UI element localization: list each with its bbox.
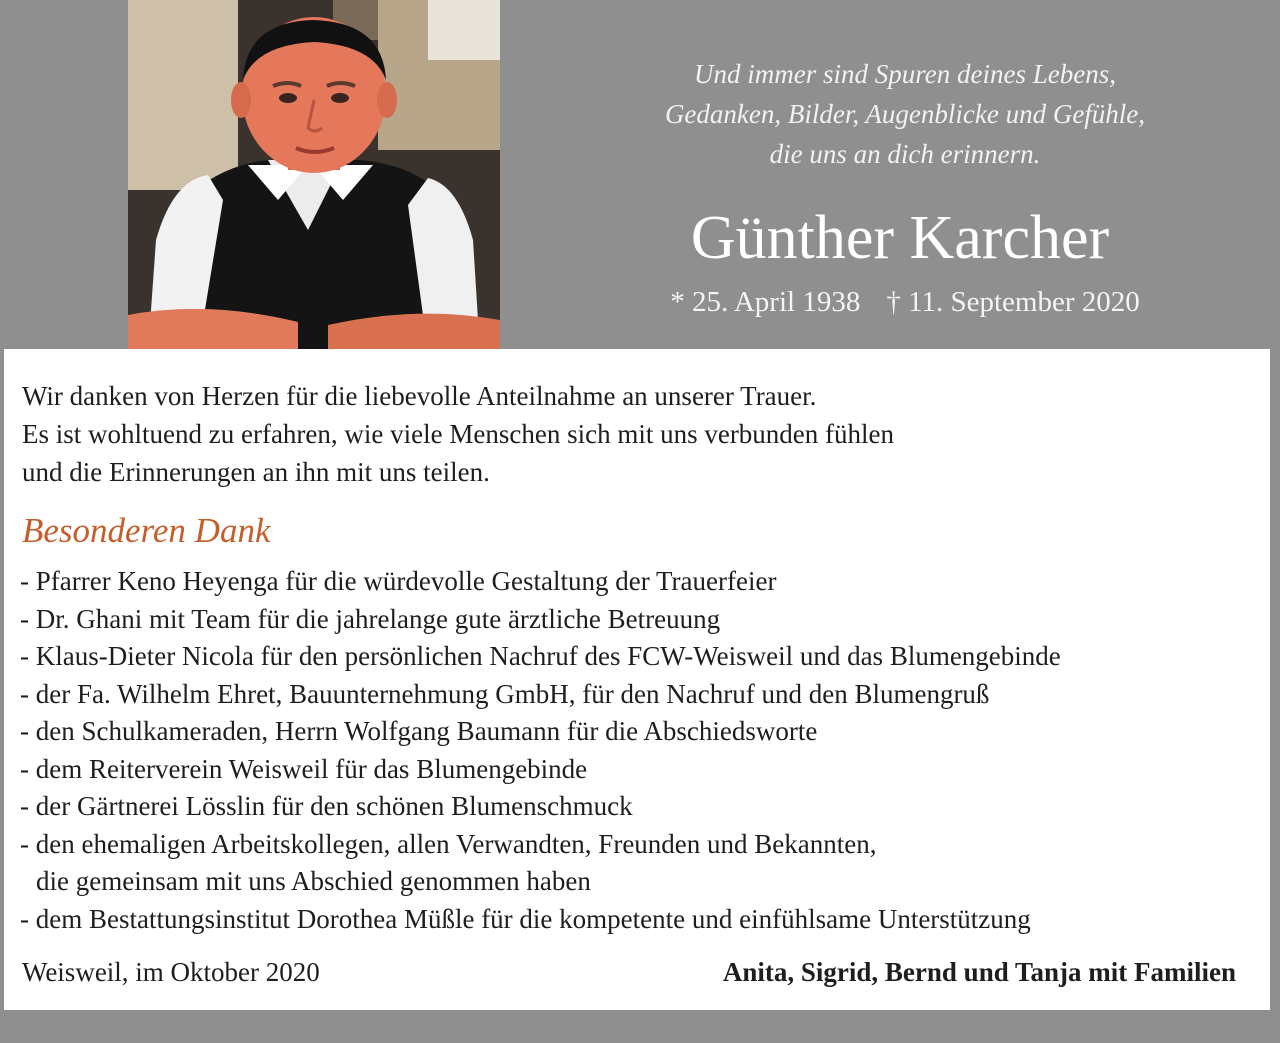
special-thanks-heading: Besonderen Dank <box>22 511 271 550</box>
intro-line: Wir danken von Herzen für die liebevolle Anteilnahme an unserer Trauer. <box>22 381 817 411</box>
list-item: - dem Bestattungsinstitut Dorothea Müßle für die kompetente und einfühlsame Unterstützung <box>20 903 1031 934</box>
quote-line: Und immer sind Spuren deines Lebens, <box>694 59 1116 89</box>
list-item: - Pfarrer Keno Heyenga für die würdevolle Gestaltung der Trauerfeier <box>20 566 777 596</box>
list-item: - der Gärtnerei Lösslin für den schönen Blumenschmuck <box>20 791 633 821</box>
portrait-illustration <box>128 0 500 352</box>
quote-line: die uns an dich erinnern. <box>769 139 1041 169</box>
intro-text <box>22 377 894 491</box>
list-item-continuation: die gemeinsam mit uns Abschied genommen haben <box>36 866 591 896</box>
thanks-panel <box>4 349 1270 1010</box>
quote-line: Gedanken, Bilder, Augenblicke und Gefühle, <box>664 99 1146 129</box>
family-signature: Anita, Sigrid, Bernd und Tanja mit Familien <box>722 957 1236 987</box>
thanks-list <box>20 563 1061 938</box>
birth-date: * 25. April 1938 <box>670 286 861 318</box>
memorial-quote <box>530 54 1280 174</box>
list-item: - den Schulkameraden, Herrn Wolfgang Baumann für die Abschiedsworte <box>20 716 818 746</box>
list-item: - dem Reiterverein Weisweil für das Blumengebinde <box>20 753 588 784</box>
intro-line: und die Erinnerungen an ihn mit uns teilen. <box>22 457 490 487</box>
place-and-date: Weisweil, im Oktober 2020 <box>22 957 320 987</box>
life-dates <box>530 282 1280 322</box>
death-date: † 11. September 2020 <box>886 286 1140 318</box>
list-item: - der Fa. Wilhelm Ehret, Bauunternehmung GmbH, für den Nachruf und den Blumengruß <box>20 678 990 709</box>
list-item: - den ehemaligen Arbeitskollegen, allen Verwandten, Freunden und Bekannten, <box>20 828 877 859</box>
list-item: - Klaus-Dieter Nicola für den persönlichen Nachruf des FCW-Weisweil und das Blumengebinde <box>20 641 1061 671</box>
intro-line: Es ist wohltuend zu erfahren, wie viele Menschen sich mit uns verbunden fühlen <box>22 419 895 449</box>
portrait-photo <box>128 0 500 352</box>
deceased-name: Günther Karcher <box>690 204 1110 272</box>
list-item: - Dr. Ghani mit Team für die jahrelange gute ärztliche Betreuung <box>20 603 721 634</box>
